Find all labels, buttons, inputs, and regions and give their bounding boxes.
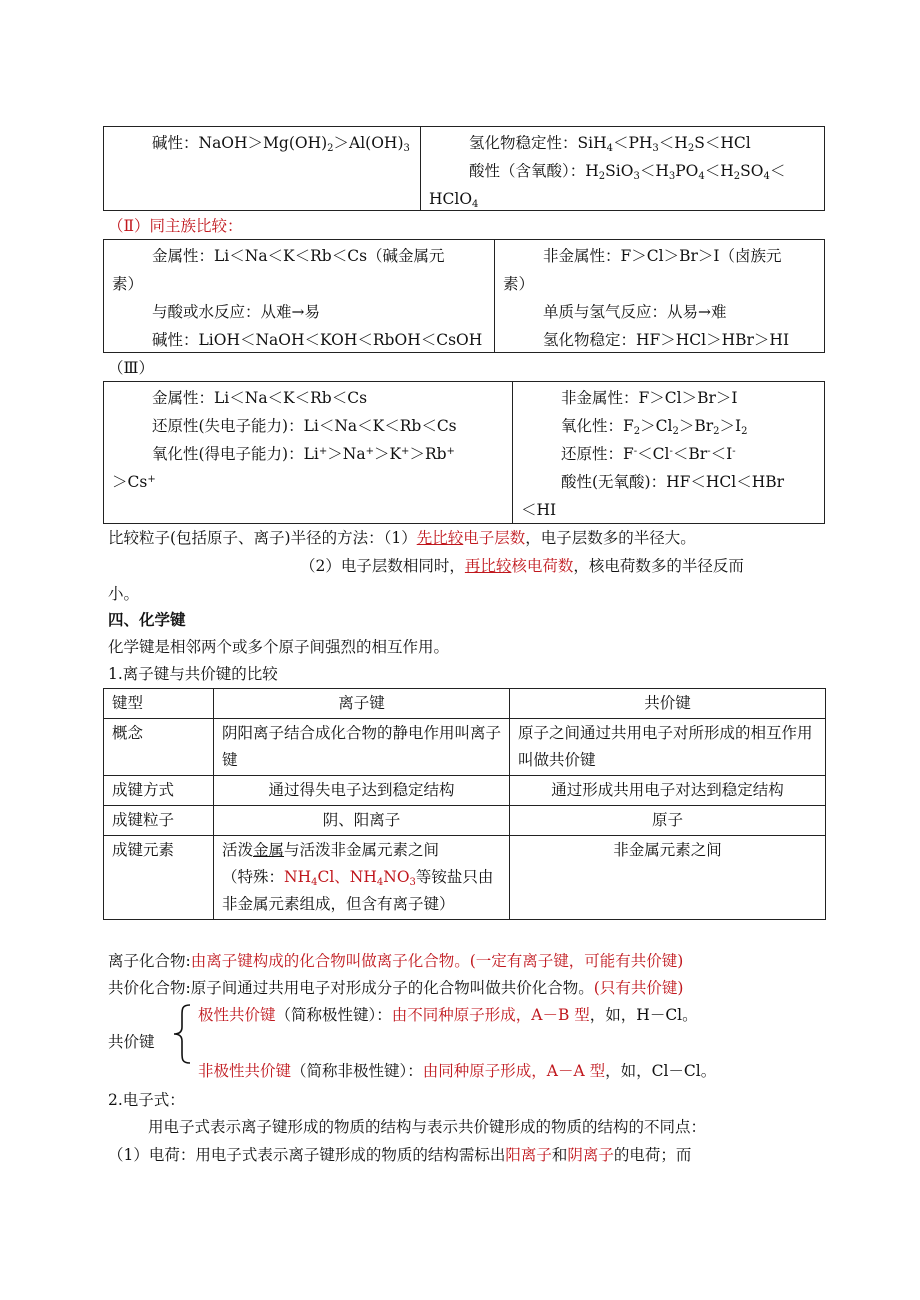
table-row bbox=[104, 776, 826, 806]
sup: + bbox=[365, 446, 374, 457]
sub1-title: 1.离子键与共价键的比较 bbox=[108, 665, 278, 683]
box2-left-line3: 与酸或水反应：从难→易 bbox=[152, 303, 320, 321]
header-cell: 共价键 bbox=[510, 689, 826, 719]
table-row bbox=[104, 806, 826, 836]
sub2-title: 2.电子式： bbox=[108, 1091, 185, 1109]
text: （1）电荷：用电子式表示离子键形成的物质的结构需标出 bbox=[108, 1146, 506, 1164]
box3-right-line3 bbox=[521, 440, 816, 468]
sub: 3 bbox=[633, 171, 640, 182]
text: ＜H bbox=[639, 162, 669, 180]
box1-right-line1 bbox=[429, 129, 816, 157]
box2-right-line4: 氢化物稳定：HF＞HCl＞HBr＞HI bbox=[543, 331, 790, 349]
box3-right-line5: ＜HI bbox=[521, 501, 557, 519]
header-cell: 键型 bbox=[104, 689, 214, 719]
sup: + bbox=[446, 446, 455, 457]
text: ＜ bbox=[769, 162, 786, 180]
highlight: 由同种原子形成，A－A 型 bbox=[422, 1062, 606, 1080]
sub: 4 bbox=[606, 143, 613, 154]
highlight: 极性共价键 bbox=[198, 1006, 276, 1024]
sup: - bbox=[707, 446, 711, 457]
box-group-comparison bbox=[103, 239, 825, 353]
box3-left-line3 bbox=[112, 440, 504, 468]
text: ＞Al(OH) bbox=[333, 134, 404, 152]
text: SO bbox=[740, 162, 764, 180]
box3-right bbox=[512, 382, 824, 523]
row-label: 概念 bbox=[104, 719, 214, 776]
sup: + bbox=[401, 446, 410, 457]
sup: + bbox=[147, 474, 156, 485]
text: PO bbox=[675, 162, 699, 180]
sub: 2 bbox=[598, 171, 606, 182]
text: ＜I bbox=[710, 445, 733, 463]
table-row bbox=[104, 719, 826, 776]
bond-comparison-table bbox=[103, 688, 826, 920]
nonpolar-bond-line bbox=[198, 1057, 716, 1085]
box3-right-line1: 非金属性：F＞Cl＞Br＞I bbox=[561, 389, 738, 407]
box-oxidation-comparison bbox=[103, 381, 825, 524]
charge-line bbox=[108, 1141, 691, 1169]
text: NO bbox=[383, 868, 410, 886]
radius-line1 bbox=[108, 524, 696, 552]
sub: 4 bbox=[472, 199, 479, 210]
box1-left-line bbox=[112, 129, 412, 157]
sub: 3 bbox=[668, 171, 676, 182]
ionic-compound-line bbox=[108, 947, 683, 975]
sub: 2 bbox=[713, 426, 720, 437]
box2-left-line4: 碱性：LiOH＜NaOH＜KOH＜RbOH＜CsOH bbox=[152, 331, 483, 349]
highlight: 由不同种原子形成，A－B 型 bbox=[391, 1006, 590, 1024]
text: ＞Rb bbox=[409, 445, 447, 463]
sub: 4 bbox=[311, 877, 318, 888]
table-cell: 阴阳离子结合成化合物的静电作用叫离子键 bbox=[214, 719, 510, 776]
box1-right bbox=[420, 127, 824, 210]
box2-right-line1: 非金属性：F＞Cl＞Br＞I（卤族元 bbox=[543, 247, 782, 265]
sub: 4 bbox=[763, 171, 770, 182]
label: 离子化合物 bbox=[108, 952, 186, 970]
sub: 3 bbox=[409, 877, 416, 888]
electron-text: 用电子式表示离子键形成的物质的结构与表示共价键形成的物质的结构的不同点： bbox=[148, 1118, 707, 1136]
text: ＞K bbox=[373, 445, 402, 463]
text: 氢化物稳定性：SiH bbox=[469, 134, 607, 152]
section3-title: （Ⅲ） bbox=[108, 359, 154, 377]
table-cell: 非金属元素之间 bbox=[510, 836, 826, 920]
box1-right-line3 bbox=[429, 185, 816, 213]
highlight: 电子层数 bbox=[463, 529, 526, 547]
text: （2）电子层数相同时， bbox=[300, 557, 465, 575]
text: Cl、NH bbox=[317, 868, 377, 886]
box2-left bbox=[104, 240, 494, 352]
sub: 4 bbox=[698, 171, 705, 182]
section2-title: （Ⅱ）同主族比较： bbox=[108, 217, 243, 235]
colon: : bbox=[185, 979, 191, 997]
text: ，如，H－Cl。 bbox=[589, 1006, 698, 1024]
highlight: 核电荷数 bbox=[511, 557, 574, 575]
table-cell: 通过形成共用电子对达到稳定结构 bbox=[510, 776, 826, 806]
text: 比较粒子(包括原子、离子)半径的方法：（1） bbox=[108, 529, 417, 547]
box2-right-line2: 素） bbox=[503, 275, 535, 293]
label: 共价化合物 bbox=[108, 979, 186, 997]
covalent-bond-label: 共价键 bbox=[108, 1033, 155, 1051]
highlight: 先比较 bbox=[416, 529, 464, 547]
polar-bond-line bbox=[198, 1001, 698, 1029]
bond-definition: 化学键是相邻两个或多个原子间强烈的相互作用。 bbox=[108, 638, 450, 656]
box3-right-line4: 酸性(无氧酸)：HF＜HCl＜HBr bbox=[561, 473, 785, 491]
text: ＞Cl bbox=[640, 417, 673, 435]
text: ＞Na bbox=[327, 445, 366, 463]
highlight: 由离子键构成的化合物叫做离子化合物。(一定有离子键，可能有共价键) bbox=[190, 952, 684, 970]
text: ＞Br bbox=[678, 417, 714, 435]
highlight: 阳离子 bbox=[505, 1146, 552, 1164]
text: ，如，Cl－Cl。 bbox=[605, 1062, 717, 1080]
table-row bbox=[104, 836, 826, 920]
text: 氧化性：F bbox=[561, 417, 634, 435]
sup: + bbox=[318, 446, 328, 457]
sub: 4 bbox=[376, 877, 384, 888]
text: S＜HCl bbox=[694, 134, 751, 152]
highlight bbox=[284, 868, 416, 886]
text: 等铵盐只由非金属元素组成，但含有离子键） bbox=[222, 868, 494, 913]
text: ＜PH bbox=[612, 134, 653, 152]
table-cell: 阴、阳离子 bbox=[214, 806, 510, 836]
sup: - bbox=[669, 446, 673, 457]
box2-right bbox=[494, 240, 824, 352]
text: HClO bbox=[429, 190, 473, 208]
text: 原子间通过共用电子对形成分子的化合物叫做共价化合物。 bbox=[190, 979, 594, 997]
text: ，电子层数多的半径大。 bbox=[525, 529, 696, 547]
section4-title: 四、化学键 bbox=[108, 611, 186, 629]
box3-right-line2 bbox=[521, 412, 816, 440]
text: ＞Cs bbox=[112, 473, 148, 491]
sup: - bbox=[732, 446, 736, 457]
sub: 2 bbox=[672, 426, 679, 437]
table-header-row bbox=[104, 689, 826, 719]
radius-line2 bbox=[300, 552, 744, 580]
table-cell: 原子 bbox=[510, 806, 826, 836]
sub: 2 bbox=[327, 143, 334, 154]
table-cell: 通过得失电子达到稳定结构 bbox=[214, 776, 510, 806]
text: 还原性：F bbox=[561, 445, 634, 463]
text: （简称极性键）： bbox=[275, 1006, 392, 1024]
text: 氧化性(得电子能力)：Li bbox=[152, 445, 319, 463]
box2-right-line3: 单质与氢气反应：从易→难 bbox=[543, 303, 727, 321]
text: 金属 bbox=[253, 841, 285, 859]
text: ＜H bbox=[658, 134, 688, 152]
text: SiO bbox=[605, 162, 634, 180]
box1-right-line2 bbox=[429, 157, 816, 185]
row-label: 成键方式 bbox=[104, 776, 214, 806]
text: 的电荷；而 bbox=[613, 1146, 692, 1164]
highlight: 再比较 bbox=[464, 557, 512, 575]
box3-left-line4 bbox=[112, 468, 504, 496]
header-cell: 离子键 bbox=[214, 689, 510, 719]
highlight: 阴离子 bbox=[567, 1146, 614, 1164]
text: ＜Br bbox=[672, 445, 708, 463]
covalent-compound-line bbox=[108, 974, 683, 1002]
box2-left-line1: 金属性：Li＜Na＜K＜Rb＜Cs（碱金属元 bbox=[152, 247, 445, 265]
sub: 2 bbox=[733, 171, 741, 182]
box-period-comparison bbox=[103, 126, 825, 211]
curly-brace-icon bbox=[170, 1003, 194, 1065]
text: （特殊： bbox=[222, 868, 285, 886]
sub: 2 bbox=[687, 143, 695, 154]
text: （简称非极性键）： bbox=[291, 1062, 423, 1080]
sub: 2 bbox=[633, 426, 641, 437]
row-label: 成键元素 bbox=[104, 836, 214, 920]
sub: 3 bbox=[403, 143, 410, 154]
text: 碱性：NaOH＞Mg(OH) bbox=[152, 134, 328, 152]
box3-left-line1: 金属性：Li＜Na＜K＜Rb＜Cs bbox=[152, 389, 368, 407]
text: 酸性（含氧酸）：H bbox=[469, 162, 599, 180]
text: ＜Cl bbox=[637, 445, 670, 463]
text: 与活泼非金属元素之间 bbox=[284, 841, 440, 859]
text: 和 bbox=[551, 1146, 568, 1164]
box3-left bbox=[104, 382, 512, 523]
box2-left-line2: 素） bbox=[112, 275, 144, 293]
table-cell bbox=[214, 836, 510, 920]
sub: 2 bbox=[741, 426, 748, 437]
text: NH bbox=[284, 868, 312, 886]
box3-left-line2: 还原性(失电子能力)：Li＜Na＜K＜Rb＜Cs bbox=[152, 417, 457, 435]
highlight: (只有共价键) bbox=[593, 979, 684, 997]
box1-left bbox=[104, 127, 420, 210]
text: ＜H bbox=[704, 162, 734, 180]
sub: 3 bbox=[652, 143, 659, 154]
table-cell: 原子之间通过共用电子对所形成的相互作用叫做共价键 bbox=[510, 719, 826, 776]
row-label: 成键粒子 bbox=[104, 806, 214, 836]
text: ，核电荷数多的半径反而 bbox=[573, 557, 744, 575]
highlight: 非极性共价键 bbox=[198, 1062, 292, 1080]
radius-line3: 小。 bbox=[108, 585, 140, 603]
sup: - bbox=[633, 446, 638, 457]
text: ＞I bbox=[719, 417, 742, 435]
colon: : bbox=[185, 952, 191, 970]
text: 活泼 bbox=[222, 841, 254, 859]
